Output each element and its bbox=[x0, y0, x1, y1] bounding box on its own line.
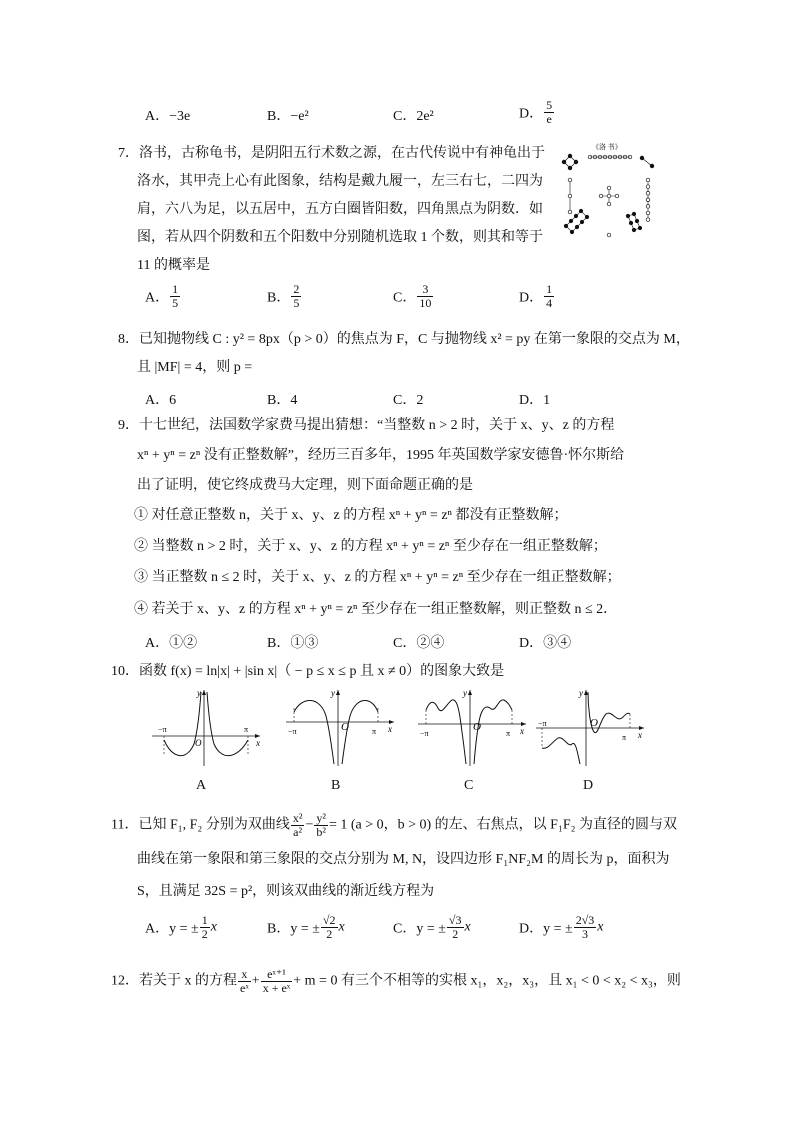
option-label: C． bbox=[393, 290, 417, 306]
frac-den: 3 bbox=[582, 927, 588, 941]
frac-den: 2 bbox=[326, 927, 333, 941]
frac-num: x² bbox=[292, 811, 303, 825]
graph-b-label: B bbox=[331, 778, 341, 793]
luoshu-title: 《洛 书》 bbox=[592, 143, 622, 151]
q11-option-c[interactable] bbox=[393, 914, 471, 941]
q9-option-b[interactable]: B．①③ bbox=[267, 636, 319, 651]
neg-pi-label: −π bbox=[158, 725, 167, 734]
q11-line-3: S，且满足 32S = p²，则该双曲线的渐近线方程为 bbox=[137, 884, 435, 899]
graph-c-label: C bbox=[464, 778, 474, 793]
frac-den: x + eˣ bbox=[262, 981, 291, 995]
q7-line-3: 肩，六八为足，以五居中，五方白圈皆阳数，四角黑点为阴数．如 bbox=[137, 202, 543, 217]
frac-den: a² bbox=[293, 825, 303, 839]
y-axis-label: y bbox=[579, 688, 583, 698]
q11-text: 11．已知 F₁, F₂ 分别为双曲线 bbox=[111, 817, 290, 833]
q6-option-c[interactable]: C．2e² bbox=[393, 109, 434, 124]
q11-line-1 bbox=[111, 812, 677, 839]
option-label: D．y = ± bbox=[519, 921, 573, 937]
y-axis-label: y bbox=[463, 688, 467, 698]
frac-den: 10 bbox=[419, 296, 432, 310]
q6-option-d[interactable] bbox=[519, 99, 555, 126]
graph-a-label: A bbox=[196, 778, 207, 793]
q11-text: = 1 (a > 0，b > 0) 的左、右焦点，以 F₁F₂ 为直径的圆与双 bbox=[328, 817, 678, 833]
q9-line-3: 出了证明，使它终成费马大定理，则下面命题正确的是 bbox=[137, 478, 473, 493]
frac-den: 5 bbox=[293, 296, 300, 310]
q7-line-1: 7．洛书，古称龟书，是阴阳五行术数之源，在古代传说中有神龟出于 bbox=[118, 146, 545, 161]
pi-label: π bbox=[622, 733, 627, 742]
minus-sign: − bbox=[305, 817, 314, 833]
q7-option-c[interactable] bbox=[393, 283, 434, 310]
q9-line-2: xⁿ + yⁿ = zⁿ 没有正整数解”，经历三百多年，1995 年英国数学家安德鲁·怀尔斯给 bbox=[137, 448, 625, 463]
q8-line-2: 且 |MF| = 4，则 p = bbox=[137, 360, 253, 375]
q9-line-1: 9．十七世纪，法国数学家费马提出猜想：“当整数 n > 2 时，关于 x、y、z 的方程 bbox=[118, 418, 615, 433]
frac-num: eˣ⁺¹ bbox=[261, 968, 293, 982]
luoshu-figure bbox=[556, 140, 660, 252]
q9-item-1: ① 对任意正整数 n，关于 x、y、z 的方程 xⁿ + yⁿ = zⁿ 都没有正整数解； bbox=[134, 508, 568, 523]
var-x: x bbox=[338, 919, 345, 935]
q8-line-1: 8．已知抛物线 C : y² = 8px（p > 0）的焦点为 F，C 与抛物线 x² = py 在第一象限的交点为 M， bbox=[118, 332, 690, 347]
frac-den: 2 bbox=[201, 927, 208, 941]
frac-den: 5 bbox=[172, 296, 179, 310]
q7-option-d[interactable] bbox=[519, 283, 555, 310]
frac-num: 1 bbox=[546, 282, 553, 296]
option-label: B． bbox=[267, 290, 291, 306]
q7-line-2: 洛水，其甲壳上心有此图象，结构是戴九履一，左三右七，二四为 bbox=[137, 174, 543, 189]
var-x: x bbox=[464, 919, 471, 935]
option-label: A． bbox=[145, 290, 170, 306]
q11-option-a[interactable] bbox=[145, 914, 217, 941]
neg-pi-label: −π bbox=[288, 727, 297, 736]
neg-pi-label: −π bbox=[538, 719, 547, 728]
q9-item-3: ③ 当正整数 n ≤ 2 时，关于 x、y、z 的方程 xⁿ + yⁿ = zⁿ 至少存在一组正整数解； bbox=[134, 570, 621, 585]
frac-num: y² bbox=[316, 811, 326, 825]
var-x: x bbox=[210, 919, 217, 935]
var-x: x bbox=[597, 919, 604, 935]
graph-b[interactable] bbox=[282, 686, 398, 768]
frac-num: √2 bbox=[322, 913, 336, 927]
q9-option-a[interactable]: A．①② bbox=[145, 636, 198, 651]
pi-label: π bbox=[506, 729, 511, 738]
option-label: D． bbox=[519, 106, 544, 122]
q8-option-d[interactable]: D．1 bbox=[519, 393, 551, 408]
frac-num: 3 bbox=[417, 283, 433, 297]
origin-label: O bbox=[473, 721, 481, 733]
option-label: B．y = ± bbox=[267, 921, 320, 937]
option-label: A．y = ± bbox=[145, 921, 199, 937]
origin-label: O bbox=[341, 721, 349, 733]
x-axis-label: x bbox=[388, 724, 392, 734]
q12-text: + m = 0 有三个不相等的实根 x₁，x₂，x₃，且 x₁ < 0 < x₂ < x₃，则 bbox=[293, 973, 681, 989]
q11-option-d[interactable] bbox=[519, 914, 604, 941]
q11-line-2: 曲线在第一象限和第三象限的交点分别为 M, N，设四边形 F₁NF₂M 的周长为 p，面积为 bbox=[137, 852, 670, 867]
pi-label: π bbox=[244, 725, 249, 734]
q9-option-d[interactable]: D．③④ bbox=[519, 636, 572, 651]
q8-option-b[interactable]: B．4 bbox=[267, 393, 298, 408]
x-axis-label: x bbox=[520, 726, 524, 736]
q7-option-b[interactable] bbox=[267, 283, 302, 310]
q6-option-b[interactable]: B．−e² bbox=[267, 109, 309, 124]
q11-option-b[interactable] bbox=[267, 914, 345, 941]
frac-num: 2√3 bbox=[575, 913, 595, 927]
frac-den: eˣ bbox=[240, 981, 249, 995]
frac-num: 5 bbox=[546, 98, 553, 112]
neg-pi-label: −π bbox=[420, 729, 429, 738]
graph-a[interactable] bbox=[148, 686, 264, 768]
frac-num: x bbox=[238, 968, 251, 982]
origin-label: O bbox=[590, 717, 598, 729]
frac-num: 1 bbox=[201, 913, 208, 927]
frac-num: 2 bbox=[293, 282, 300, 296]
graph-c[interactable] bbox=[414, 686, 530, 768]
option-label: C．y = ± bbox=[393, 921, 446, 937]
frac-den: b² bbox=[316, 825, 326, 839]
y-axis-label: y bbox=[331, 688, 335, 698]
q7-line-4: 图，若从四个阴数和五个阳数中分别随机选取 1 个数，则其和等于 bbox=[137, 230, 543, 245]
frac-num: 1 bbox=[172, 282, 179, 296]
q9-item-2: ② 当整数 n > 2 时，关于 x、y、z 的方程 xⁿ + yⁿ = zⁿ 至少存在一组正整数解； bbox=[134, 539, 607, 554]
x-axis-label: x bbox=[638, 730, 642, 740]
origin-label: O bbox=[195, 738, 202, 748]
q6-option-a[interactable]: A．−3e bbox=[145, 109, 191, 124]
frac-den: 2 bbox=[452, 927, 459, 941]
q9-option-c[interactable]: C．②④ bbox=[393, 636, 445, 651]
q8-option-a[interactable]: A．6 bbox=[145, 393, 177, 408]
frac-den: 4 bbox=[546, 296, 553, 310]
frac-num: √3 bbox=[448, 913, 462, 927]
frac-den: e bbox=[546, 112, 552, 126]
q7-option-a[interactable] bbox=[145, 283, 181, 310]
q10-line-1: 10．函数 f(x) = ln|x| + |sin x|（ − p ≤ x ≤ p 且 x ≠ 0）的图象大致是 bbox=[111, 664, 505, 679]
q9-item-4: ④ 若关于 x、y、z 的方程 xⁿ + yⁿ = zⁿ 至少存在一组正整数解，则正整数 n ≤ 2． bbox=[134, 602, 618, 617]
option-label: D． bbox=[519, 290, 544, 306]
q12-line-1 bbox=[111, 968, 681, 995]
graph-d[interactable] bbox=[532, 686, 648, 768]
q12-text: 12．若关于 x 的方程 bbox=[111, 973, 237, 989]
q7-line-5: 11 的概率是 bbox=[137, 258, 210, 273]
x-axis-label: x bbox=[256, 738, 260, 748]
y-axis-label: y bbox=[197, 688, 201, 698]
plus-sign: + bbox=[251, 973, 260, 989]
q8-option-c[interactable]: C．2 bbox=[393, 393, 424, 408]
pi-label: π bbox=[372, 727, 377, 736]
graph-d-label: D bbox=[583, 778, 594, 793]
